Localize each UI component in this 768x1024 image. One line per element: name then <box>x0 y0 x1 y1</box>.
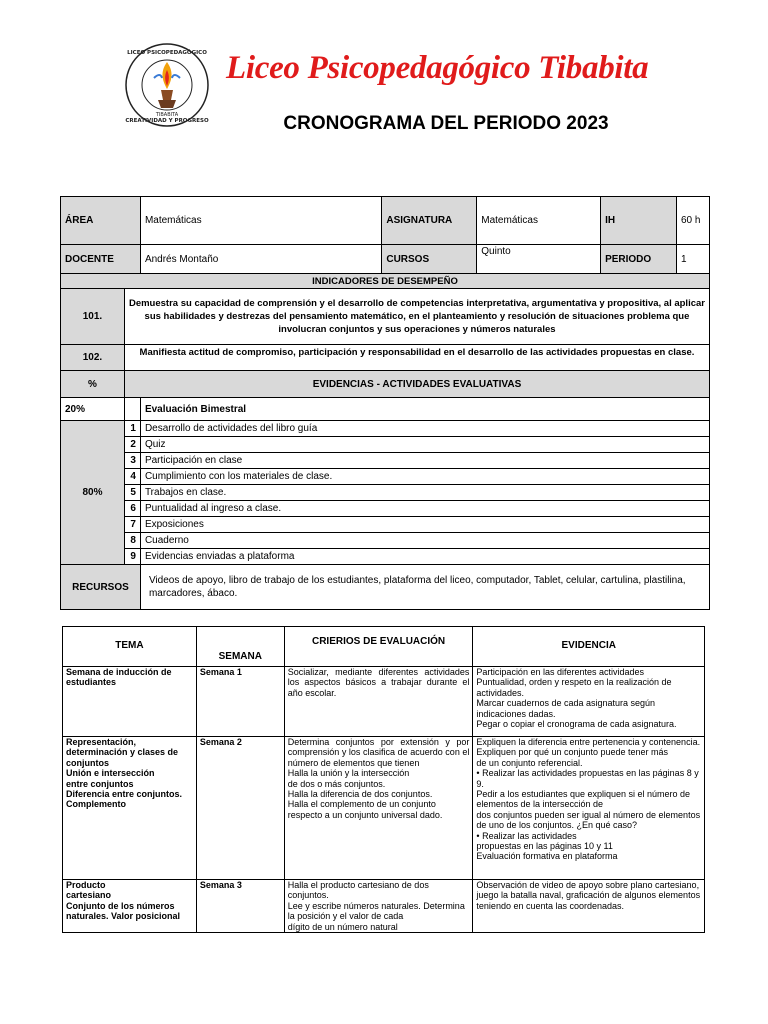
activity-row <box>61 453 710 469</box>
criterio-line: Halla la diferencia de dos conjuntos. <box>287 789 433 800</box>
activity-label: Quiz <box>140 437 709 453</box>
evidencia-line: Participación en las diferentes actividades <box>476 667 645 677</box>
activities-pct: 80% <box>61 421 125 565</box>
activity-label: Puntualidad al ingreso a clase. <box>140 501 709 517</box>
bimestral-row <box>61 398 710 421</box>
tema-line: entre conjuntos <box>66 778 134 789</box>
periodo-value: 1 <box>676 245 709 274</box>
indicador-text: Demuestra su capacidad de comprensión y el desarrollo de competencias interpretativa, argumentativa y propositiva, al aplicar sus habilidades y destrezas del pensamiento matemático, en el planteamiento y resolución de situaciones problema que involucran conjuntos y sus operaciones y números naturales <box>124 289 709 345</box>
evidencia-line: Pegar o copiar el cronograma de cada asignatura. <box>476 719 677 730</box>
info-row-area <box>61 197 710 245</box>
tema-line: Diferencia entre conjuntos. <box>66 789 183 800</box>
activity-number: 8 <box>124 533 140 549</box>
tema-line: Producto <box>66 880 106 890</box>
semana-header: SEMANA <box>196 627 284 667</box>
criterios-cell <box>284 737 473 880</box>
area-label: ÁREA <box>61 197 141 245</box>
activity-label: Evidencias enviadas a plataforma <box>140 549 709 565</box>
docente-label: DOCENTE <box>61 245 141 274</box>
indicador-row <box>61 289 710 345</box>
schedule-row <box>63 880 705 933</box>
indicadores-header: INDICADORES DE DESEMPEÑO <box>61 274 710 289</box>
evidencia-line: Evaluación formativa en plataforma <box>476 851 618 862</box>
evidencia-line: dos conjuntos pueden ser igual al número de elementos de uno de los conjuntos. ¿En qué caso? <box>476 809 701 831</box>
tema-header: TEMA <box>63 627 197 667</box>
activity-number: 7 <box>124 517 140 533</box>
activity-row <box>61 437 710 453</box>
evidencia-line: • Realizar las actividades propuestas en las páginas 8 y 9. <box>476 768 699 789</box>
evidencia-cell <box>473 667 705 737</box>
activity-row <box>61 533 710 549</box>
activity-label: Exposiciones <box>140 517 709 533</box>
activity-number: 9 <box>124 549 140 565</box>
tema-line: Semana de inducción de estudiantes <box>66 667 172 688</box>
tema-cell <box>63 737 197 880</box>
evidencias-header-row <box>61 371 710 398</box>
activity-label: Participación en clase <box>140 453 709 469</box>
activity-number: 1 <box>124 421 140 437</box>
evidencia-line: Observación de video de apoyo sobre plano cartesiano, juego la batalla naval, graficación de algunos elementos teniendo en cuenta las coordenadas. <box>476 880 701 911</box>
evidencias-header: EVIDENCIAS - ACTIVIDADES EVALUATIVAS <box>124 371 709 398</box>
schedule-row <box>63 667 705 737</box>
indicador-code: 102. <box>61 345 125 371</box>
schedule-table <box>62 626 705 933</box>
cursos-value: Quinto <box>477 245 601 274</box>
criterio-line: Halla el complemento de un conjunto <box>287 799 436 810</box>
criterio-line: respecto a un conjunto universal dado. <box>287 809 443 820</box>
asignatura-value: Matemáticas <box>477 197 601 245</box>
activity-number: 5 <box>124 485 140 501</box>
schedule-row <box>63 737 705 880</box>
indicador-code: 101. <box>61 289 125 345</box>
indicador-row <box>61 345 710 371</box>
criterio-line: Determina conjuntos por extensión y por comprensión y los clasifica de acuerdo con el número de elementos que tienen <box>287 737 470 768</box>
cursos-label: CURSOS <box>382 245 477 274</box>
criterios-header: CRIERIOS DE EVALUACIÓN <box>284 627 473 667</box>
course-info-table <box>60 196 710 610</box>
criterio-line: Halla el producto cartesiano de dos conjuntos. <box>287 880 429 901</box>
tema-line: Representación, <box>66 737 137 747</box>
criterio-line: Socializar, mediante diferentes actividades los aspectos básicos a trabajar durante el año escolar. <box>287 667 470 698</box>
activity-label: Desarrollo de actividades del libro guía <box>140 421 709 437</box>
tema-cell <box>63 667 197 737</box>
evidencia-line: Expliquen por qué un conjunto puede tener más <box>476 747 669 758</box>
school-seal <box>124 42 210 128</box>
info-row-docente <box>61 245 710 274</box>
periodo-label: PERIODO <box>601 245 677 274</box>
activity-row <box>61 469 710 485</box>
evidencia-cell <box>473 880 705 933</box>
recursos-text: Videos de apoyo, libro de trabajo de los estudiantes, plataforma del liceo, computador, Tablet, celular, cartulina, plastilina, marcadores, ábaco. <box>140 565 709 610</box>
evidencia-line: Pedir a los estudiantes que expliquen si el número de elementos de la intersección de <box>476 789 691 810</box>
criterio-line: dígito de un número natural <box>287 921 398 932</box>
activity-number: 3 <box>124 453 140 469</box>
school-logo <box>124 42 210 128</box>
tema-line: Complemento <box>66 799 127 810</box>
asignatura-label: ASIGNATURA <box>382 197 477 245</box>
activity-row <box>61 501 710 517</box>
activity-label: Cuaderno <box>140 533 709 549</box>
criterio-line: Halla la unión y la intersección <box>287 768 410 779</box>
evidencia-line: Expliquen la diferencia entre pertenencia y contenencia. <box>476 737 701 747</box>
activity-number: 2 <box>124 437 140 453</box>
activity-number: 4 <box>124 469 140 485</box>
evidencia-line: Puntualidad, orden y respeto en la realización de actividades. <box>476 677 672 698</box>
activity-row <box>61 421 710 437</box>
tema-line: Conjunto de los números naturales. Valor posicional <box>66 900 181 922</box>
evidencia-header: EVIDENCIA <box>473 627 705 667</box>
recursos-label: RECURSOS <box>61 565 141 610</box>
ih-value: 60 h <box>676 197 709 245</box>
criterios-cell <box>284 667 473 737</box>
activity-label: Trabajos en clase. <box>140 485 709 501</box>
evidencia-line: propuestas en las páginas 10 y 11 <box>476 841 613 852</box>
recursos-row <box>61 565 710 610</box>
document-title: CRONOGRAMA DEL PERIODO 2023 <box>283 113 609 134</box>
area-value: Matemáticas <box>140 197 381 245</box>
criterio-line: Lee y escribe números naturales. Determina la posición y el valor de cada <box>287 900 465 922</box>
docente-value: Andrés Montaño <box>140 245 381 274</box>
tema-line: determinación y clases de conjuntos <box>66 747 179 768</box>
bimestral-pct: 20% <box>61 398 125 421</box>
evidencia-line: de un conjunto referencial. <box>476 757 583 768</box>
schedule-header-row <box>63 627 705 667</box>
tema-cell <box>63 880 197 933</box>
indicadores-header-row <box>61 274 710 289</box>
semana-cell: Semana 2 <box>196 737 284 880</box>
activity-number: 6 <box>124 501 140 517</box>
criterio-line: de dos o más conjuntos. <box>287 778 386 789</box>
pct-header: % <box>61 371 125 398</box>
school-name: Liceo Psicopedagógico Tibabita <box>226 50 649 86</box>
activity-row <box>61 485 710 501</box>
indicador-text: Manifiesta actitud de compromiso, participación y responsabilidad en el desarrollo de las actividades propuestas en clase. <box>124 345 709 371</box>
activity-row <box>61 517 710 533</box>
semana-cell: Semana 1 <box>196 667 284 737</box>
tema-line: Unión e intersección <box>66 768 155 779</box>
svg-text:CREATIVIDAD Y PROGRESO: CREATIVIDAD Y PROGRESO <box>125 118 209 124</box>
evidencia-line: • Realizar las actividades <box>476 830 577 841</box>
activity-row <box>61 549 710 565</box>
svg-text:TIBABITA: TIBABITA <box>155 112 179 118</box>
svg-text:LICEO PSICOPEDAGÓGICO: LICEO PSICOPEDAGÓGICO <box>127 50 207 56</box>
semana-cell: Semana 3 <box>196 880 284 933</box>
activity-label: Cumplimiento con los materiales de clase. <box>140 469 709 485</box>
ih-label: IH <box>601 197 677 245</box>
criterios-cell <box>284 880 473 933</box>
evidencia-line: Marcar cuadernos de cada asignatura según indicaciones dadas. <box>476 698 656 719</box>
tema-line: cartesiano <box>66 890 112 901</box>
evidencia-cell <box>473 737 705 880</box>
bimestral-label: Evaluación Bimestral <box>140 398 709 421</box>
